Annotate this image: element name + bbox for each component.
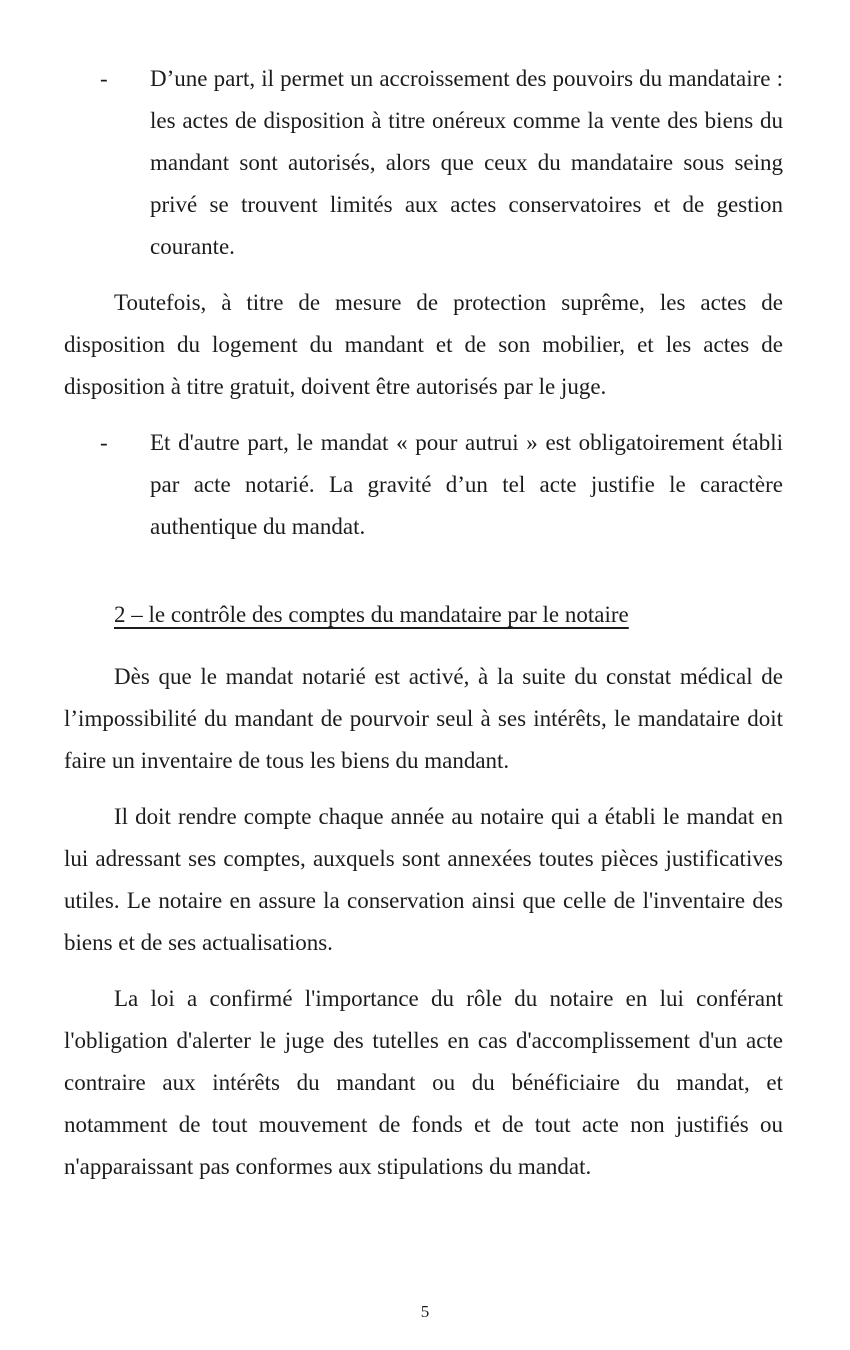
paragraph-des-que: Dès que le mandat notarié est activé, à la suite du constat médical de l’impossibilité du mandant de pourvoir seul à ses intérêts, le mandataire doit faire un inventaire de tous les biens du mandant. <box>64 664 783 773</box>
bullet-text: D’une part, il permet un accroissement des pouvoirs du mandataire : les actes de disposition à titre onéreux comme la vente des biens du mandant sont autorisés, alors que ceux du mandataire sous seing privé se trouvent limités aux actes conservatoires et de gestion courante. <box>150 66 783 259</box>
page-number: 5 <box>420 1302 430 1321</box>
paragraph-la-loi: La loi a confirmé l'importance du rôle du notaire en lui conférant l'obligation d'alerter le juge des tutelles en cas d'accomplissement d'un acte contraire aux intérêts du mandant ou du bénéficiaire du mandat, et notamment de tout mouvement de fonds et de tout acte non justifiés ou n'apparaissant pas conformes aux stipulations du mandat. <box>64 986 783 1179</box>
bullet-item-acte-notarie <box>64 422 783 548</box>
section-heading-controle-comptes: 2 – le contrôle des comptes du mandataire par le notaire <box>114 602 629 627</box>
page-content <box>64 58 783 1202</box>
bullet-text: Et d'autre part, le mandat « pour autrui » est obligatoirement établi par acte notarié. La gravité d’un tel acte justifie le caractère authentique du mandat. <box>150 430 783 539</box>
bullet-dash: - <box>100 430 108 455</box>
bullet-dash: - <box>100 66 108 91</box>
paragraph-il-doit: Il doit rendre compte chaque année au notaire qui a établi le mandat en lui adressant ses comptes, auxquels sont annexées toutes pièces justificatives utiles. Le notaire en assure la conservation ainsi que celle de l'inventaire des biens et de ses actualisations. <box>64 804 783 955</box>
bullet-item-accroissement-pouvoirs <box>64 58 783 268</box>
paragraph-toutefois: Toutefois, à titre de mesure de protection suprême, les actes de disposition du logement du mandant et de son mobilier, et les actes de disposition à titre gratuit, doivent être autorisés par le juge. <box>64 290 783 399</box>
